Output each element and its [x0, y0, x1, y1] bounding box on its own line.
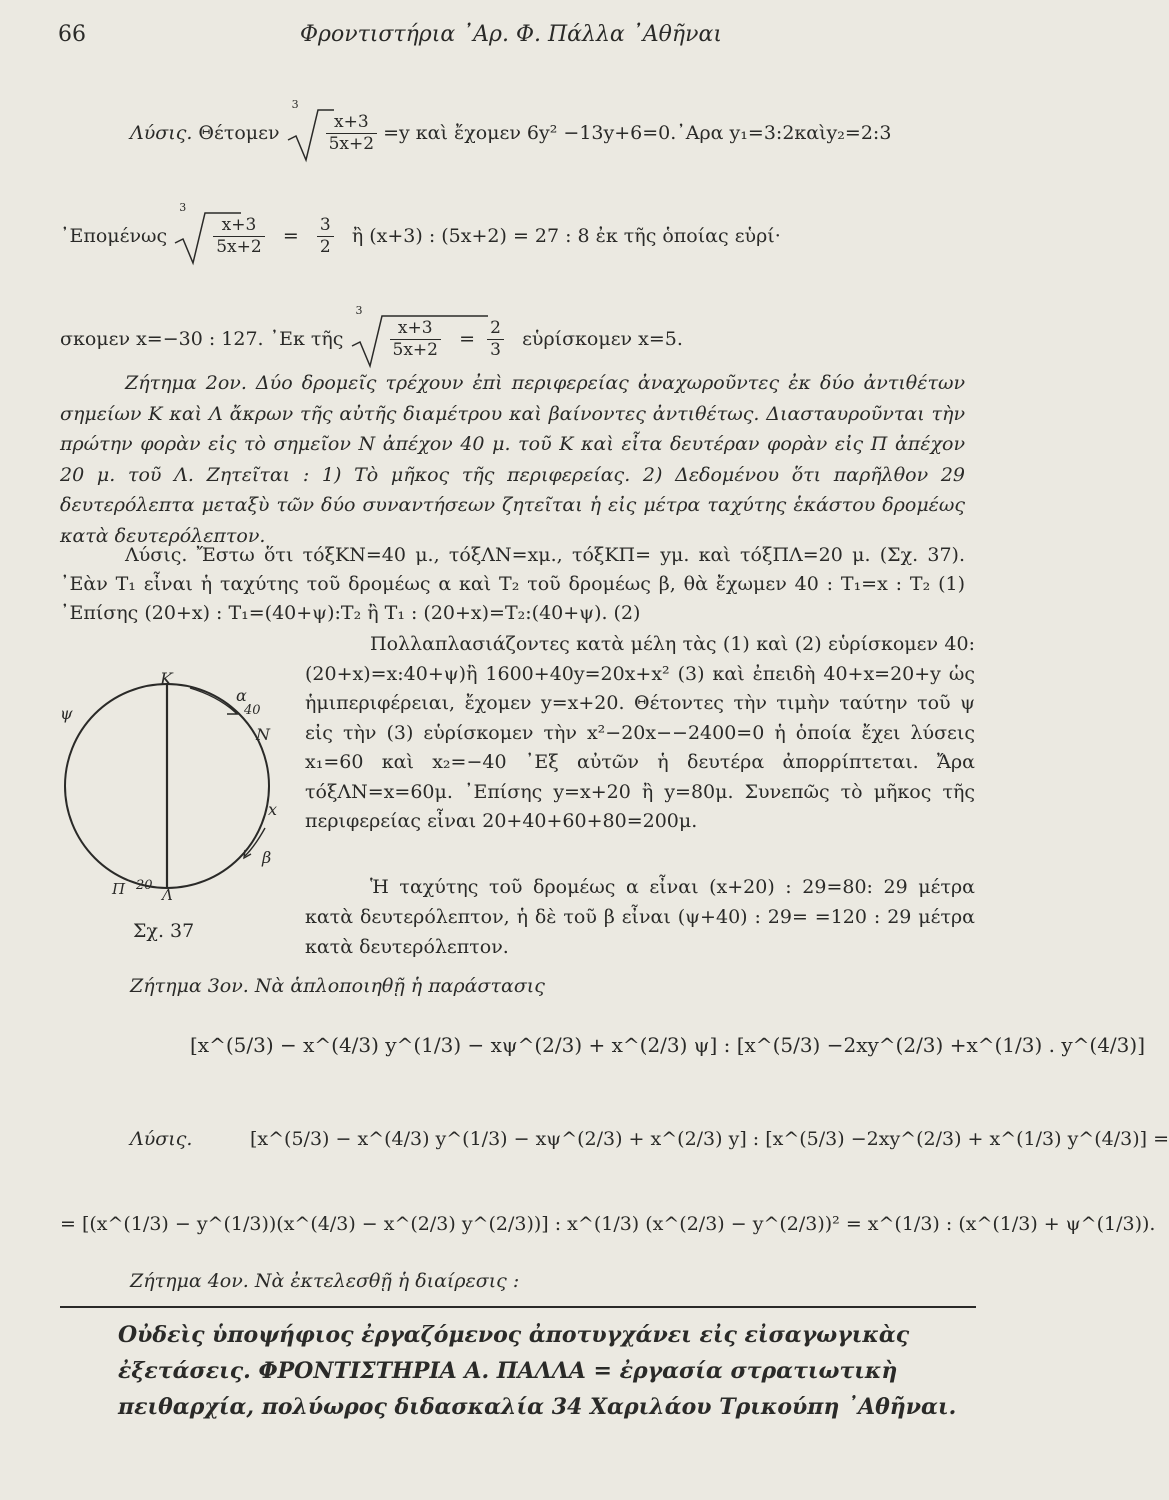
figure-label-b: β	[262, 848, 272, 867]
text: εὑρίσκομεν x=5.	[522, 327, 683, 350]
root-index: 3	[179, 201, 187, 214]
figure-label-K: Κ	[160, 670, 173, 690]
text: =y καὶ ἔχομεν 6y² −13y+6=0.᾽Αρα y₁=3:2καὶy₂=2:3	[383, 121, 892, 144]
problem-2-statement: Ζήτημα 2ον. Δύο δρομεῖς τρέχουν ἐπὶ περιφερείας ἀναχωροῦντες ἐκ δύο ἀντιθέτων σημείων Κ καὶ Λ ἄκρων τῆς αὐτῆς διαμέτρου καὶ βαίνοντες ἀντιθέτως. Διασταυροῦνται τὴν πρώτην φορὰν εἰς τὸ σημεῖον Ν ἀπέχον 40 μ. τοῦ Κ καὶ εἶτα δευτέραν φορὰν εἰς Π ἀπέχον 20 μ. τοῦ Λ. Ζητεῖται : 1) Τὸ μῆκος τῆς περιφερείας. 2) Δεδομένου ὅτι παρῆλθον 29 δευτερόλεπτα μεταξὺ τῶν δύο συναντήσεων ζητεῖται ἡ εἰς μέτρα ταχύτης ἑκάστου δρομέως κατὰ δευτερόλεπτον.	[60, 372, 965, 547]
root-index: 3	[355, 304, 363, 317]
solution-line-1	[130, 98, 892, 156]
figure-label-N: Ν	[256, 725, 270, 744]
text: σκομεν x=−30 : 127. ᾽Εκ τῆς	[60, 327, 344, 350]
fraction: $\frac{2}{3}$	[487, 318, 504, 362]
problem-3-solution-label: Λύσις.	[130, 1128, 193, 1150]
figure-label-psi: ψ	[60, 704, 73, 723]
root-index: 3	[291, 98, 299, 111]
footer-rule	[60, 1306, 976, 1308]
problem-3-statement: Ζήτημα 3ον. Νὰ ἁπλοποιηθῇ ἡ παράστασις	[130, 975, 545, 997]
figure-caption: Σχ. 37	[133, 920, 195, 942]
figure-label-P: Π	[112, 880, 126, 898]
footer-advert: Οὐδεὶς ὑποψήφιος ἐργαζόμενος ἀποτυγχάνει εἰς εἰσαγωγικὰς ἐξετάσεις. ΦΡΟΝΤΙΣΤΗΡΙΑ Α. ΠΑΛΛΑ = ἐργασία στρατιωτικὴ πειθαρχία, πολύωρος διδασκαλία 34 Χαριλάου Τρικούπη ᾽Αθῆναι.	[118, 1322, 957, 1420]
cube-root	[173, 201, 264, 259]
fraction: $\frac{x+3}{5x+2}$	[213, 215, 264, 259]
cube-root	[286, 98, 377, 156]
equals: =	[282, 224, 299, 247]
text: Θέτομεν	[198, 121, 280, 144]
equals: =	[459, 327, 476, 350]
fraction: $\frac{3}{2}$	[317, 215, 334, 259]
problem-3-solution-line-1: [x^(5/3) − x^(4/3) y^(1/3) − xψ^(2/3) + x^(2/3) y] : [x^(5/3) −2xy^(2/3) + x^(1/3) y^(4/3)] =	[250, 1128, 1169, 1150]
page-number: 66	[58, 22, 86, 47]
figure-label-a: α	[236, 686, 247, 705]
solution-line-3	[60, 304, 683, 362]
running-title: Φροντιστήρια ᾽Αρ. Φ. Πάλλα ᾽Αθῆναι	[300, 22, 722, 47]
problem-2-solution-side: Πολλαπλασιάζοντες κατὰ μέλη τὰς (1) καὶ (2) εὑρίσκομεν 40:(20+x)=x:40+ψ)ἢ 1600+40y=20x+x² (3) καὶ ἐπειδὴ 40+x=20+y ὡς ἡμιπεριφέρειαι, ἔχομεν y=x+20. Θέτοντες τὴν τιμὴν ταύτην τοῦ ψ εἰς τὴν (3) εὑρίσκομεν τὴν x²−20x−−2400=0 ἡ ὁποία ἔχει λύσεις x₁=60 καὶ x₂=−40 ᾽Εξ αὐτῶν ἡ δευτέρα ἀπορρίπτεται. Ἄρα τόξΛΝ=x=60μ. ᾽Επίσης y=x+20 ἢ y=80μ. Συνεπῶς τὸ μῆκος τῆς περιφερείας εἶναι 20+40+60+80=200μ.	[305, 633, 975, 832]
figure-label-x: x	[268, 800, 278, 819]
problem-3-expression: [x^(5/3) − x^(4/3) y^(1/3) − xψ^(2/3) + x^(2/3) ψ] : [x^(5/3) −2xy^(2/3) +x^(1/3) . y^(4/3)]	[190, 1033, 1145, 1057]
problem-3-solution-line-2: = [(x^(1/3) − y^(1/3))(x^(4/3) − x^(2/3) y^(2/3))] : x^(1/3) (x^(2/3) − y^(2/3))² = x^(1/3) : (x^(1/3) + ψ^(1/3)).	[60, 1213, 1156, 1235]
solution-label: Λύσις.	[130, 121, 193, 144]
fraction: $\frac{x+3}{5x+2}$	[326, 112, 377, 156]
cube-root	[350, 304, 441, 362]
figure-label-L: Λ	[162, 886, 173, 904]
problem-2-solution: Λύσις. Ἔστω ὅτι τόξΚΝ=40 μ., τόξΛΝ=xμ., τόξΚΠ= yμ. καὶ τόξΠΛ=20 μ. (Σχ. 37). ᾽Εὰν Τ₁ εἶναι ἡ ταχύτης τοῦ δρομέως α καὶ Τ₂ τοῦ δρομέως β, θὰ ἔχωμεν 40 : Τ₁=x : Τ₂ (1) ᾽Επίσης (20+x) : Τ₁=(40+ψ):Τ₂ ἢ Τ₁ : (20+x)=Τ₂:(40+ψ). (2)	[60, 544, 965, 624]
fraction: $\frac{x+3}{5x+2}$	[390, 318, 441, 362]
problem-4-statement: Ζήτημα 4ον. Νὰ ἐκτελεσθῇ ἡ διαίρεσις :	[130, 1270, 520, 1292]
figure-label-20: 20	[136, 878, 153, 893]
text: ἢ (x+3) : (5x+2) = 27 : 8 ἐκ τῆς ὁποίας εὑρί·	[351, 224, 781, 247]
problem-2-speed: Ἡ ταχύτης τοῦ δρομέως α εἶναι (x+20) : 29=80: 29 μέτρα κατὰ δευτερόλεπτον, ἡ δὲ τοῦ β εἶναι (ψ+40) : 29= =120 : 29 μέτρα κατὰ δευτερόλεπτον.	[305, 876, 975, 958]
solution-line-2	[60, 201, 781, 259]
figure-label-40: 40	[244, 703, 261, 718]
text: ᾽Επομένως	[60, 224, 168, 247]
